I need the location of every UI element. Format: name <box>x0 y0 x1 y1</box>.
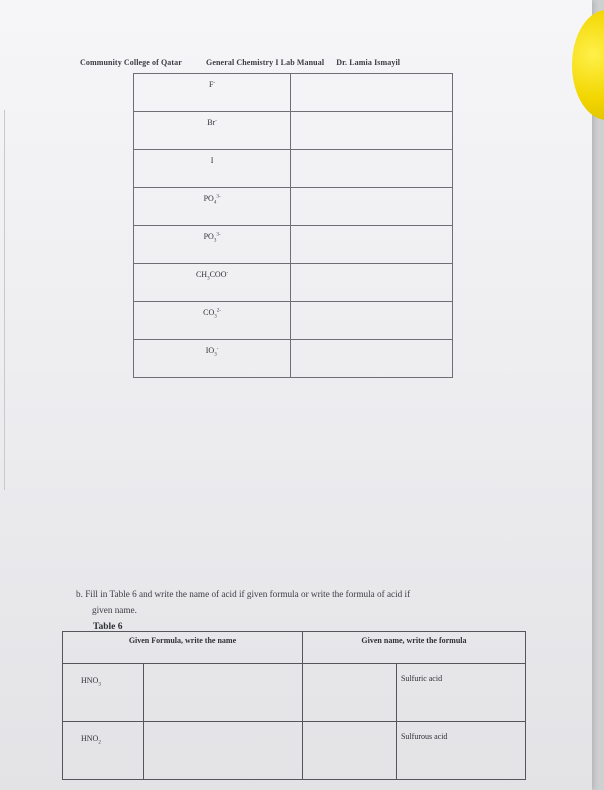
answer-cell[interactable] <box>143 664 302 722</box>
page-header <box>80 58 400 67</box>
ion-cell: $PO_4^{3-}$ <box>134 188 291 226</box>
table-row <box>63 722 526 780</box>
acid-name-cell: Sulfuric acid <box>396 664 525 722</box>
ion-cell: F- <box>134 74 291 112</box>
answer-cell[interactable] <box>302 664 396 722</box>
question-line: b. Fill in Table 6 and write the name of acid if given formula or write the formula of acid if <box>76 589 411 599</box>
ion-cell: $IO_3^-$ <box>134 340 291 378</box>
ion-cell: $CH_3COO^-$ <box>134 264 291 302</box>
header-manual: General Chemistry I Lab Manual <box>206 58 325 67</box>
answer-cell[interactable] <box>291 226 453 264</box>
page-edge-line <box>4 110 5 490</box>
answer-cell[interactable] <box>291 264 453 302</box>
table-row <box>134 112 453 150</box>
table-header-row <box>63 632 526 664</box>
ion-cell: Br- <box>134 112 291 150</box>
header-author: Dr. Lamia Ismayil <box>336 58 401 67</box>
col-header-formula: Given Formula, write the name <box>63 632 303 664</box>
table-6-caption: Table 6 <box>93 622 123 632</box>
header-college: Community College of Qatar <box>80 58 182 67</box>
table-row <box>134 150 453 188</box>
table-row <box>134 74 453 112</box>
table-row <box>134 264 453 302</box>
acid-name-cell: Sulfurous acid <box>396 722 525 780</box>
ion-cell: $CO_3^{2-}$ <box>134 302 291 340</box>
formula-cell: $HNO_3$ <box>63 664 144 722</box>
table-row <box>134 340 453 378</box>
ion-cell: $PO_3^{3-}$ <box>134 226 291 264</box>
acid-table <box>62 631 526 780</box>
table-row <box>134 188 453 226</box>
answer-cell[interactable] <box>291 150 453 188</box>
answer-cell[interactable] <box>291 112 453 150</box>
answer-cell[interactable] <box>302 722 396 780</box>
answer-cell[interactable] <box>291 340 453 378</box>
question-b <box>76 586 516 618</box>
question-line: given name. <box>92 605 137 615</box>
col-header-name: Given name, write the formula <box>302 632 525 664</box>
answer-cell[interactable] <box>291 188 453 226</box>
ion-cell: I <box>134 150 291 188</box>
answer-cell[interactable] <box>143 722 302 780</box>
ion-table <box>133 73 453 378</box>
formula-cell: $HNO_2$ <box>63 722 144 780</box>
table-row <box>63 664 526 722</box>
answer-cell[interactable] <box>291 302 453 340</box>
table-row <box>134 226 453 264</box>
answer-cell[interactable] <box>291 74 453 112</box>
table-row <box>134 302 453 340</box>
